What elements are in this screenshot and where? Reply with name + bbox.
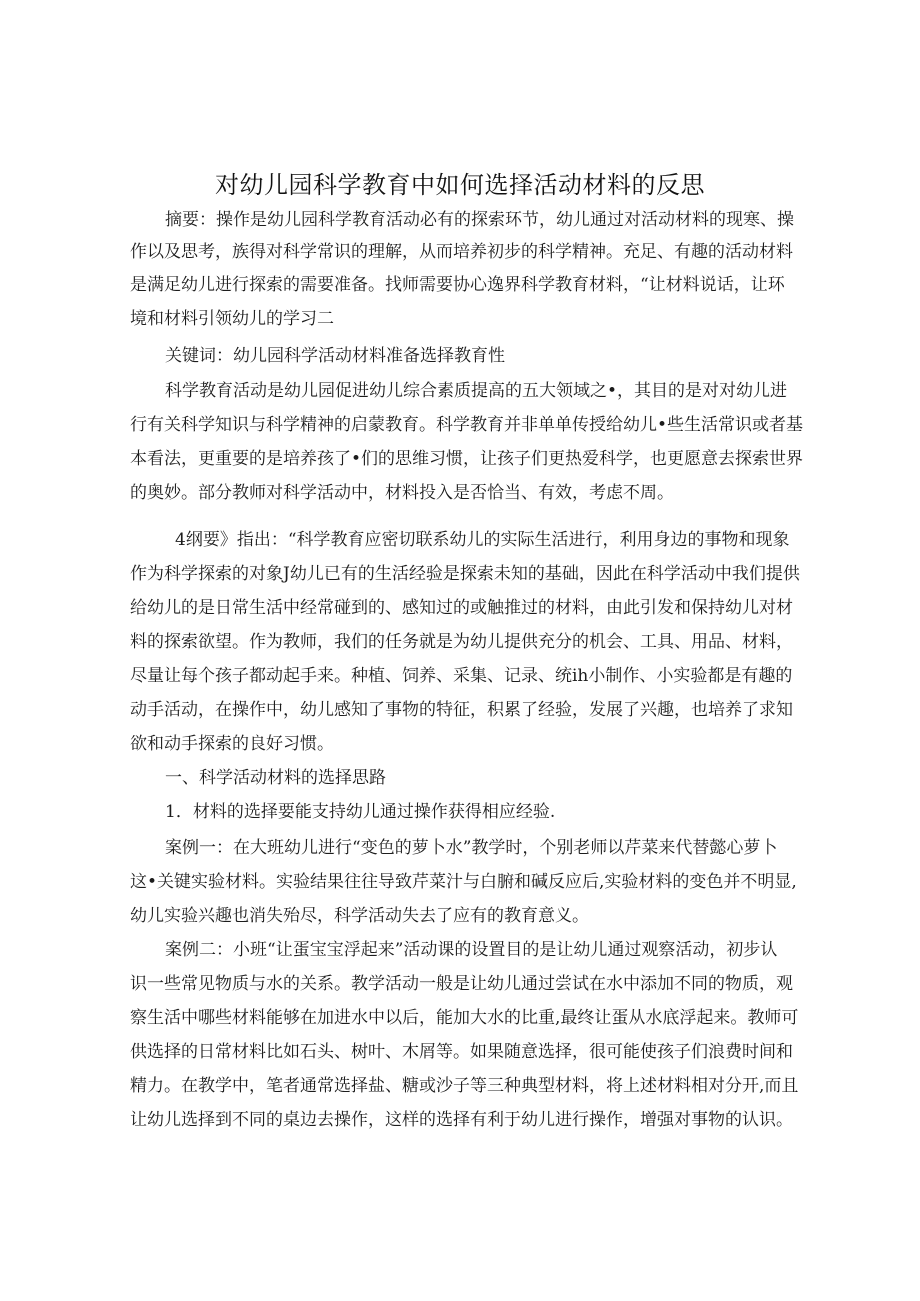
intro-line: 科学教育活动是幼儿园促进幼儿综合素质提高的五大领域之•，其目的是对对幼儿进 xyxy=(165,381,788,401)
case2-line: 识一些常见物质与水的关系。教学活动一般是让幼儿通过尝试在水中添加不同的物质，观 xyxy=(130,974,793,994)
abstract-line: 作以及思考，族得对科学常识的理解，从而培养初步的科学精神。充足、有趣的活动材料 xyxy=(130,242,793,262)
guideline-line: 给幼儿的是日常生活中经常碰到的、感知过的或触推过的材料，由此引发和保持幼儿对材 xyxy=(130,598,793,618)
case2-line: 让幼儿选择到不同的桌边去操作，这样的选择有利于幼儿进行操作，增强对事物的认识。 xyxy=(130,1110,793,1130)
case2-line: 精力。在教学中，笔者通常选择盐、糖或沙子等三种典型材料，将上述材料相对分开,而且 xyxy=(130,1076,799,1096)
guideline-line: 动手活动，在操作中，幼儿感知了事物的特征，积累了经验，发展了兴趣，也培养了求知 xyxy=(130,700,793,720)
intro-line: 的奥妙。部分教师对科学活动中，材料投入是否恰当、有效，考虑不周。 xyxy=(130,483,674,503)
section-heading: 一、科学活动材料的选择思路 xyxy=(165,768,386,788)
abstract-line: 境和材料引领幼儿的学习二 xyxy=(130,309,334,329)
abstract-line: 摘要：操作是幼儿园科学教育活动必有的探索环节，幼儿通过对活动材料的现寒、操 xyxy=(165,210,794,230)
guideline-line: 料的探索欲望。作为教师，我们的任务就是为幼儿提供充分的机会、工具、用品、材料， xyxy=(130,632,793,652)
case2-line: 案例二：小班“让蛋宝宝浮起来”活动课的设置目的是让幼儿通过观察活动，初步认 xyxy=(165,940,778,960)
guideline-line: 作为科学探索的对象J幼儿已有的生活经验是探索未知的基础，因此在科学活动中我们提供 xyxy=(130,564,800,584)
case1-line: 幼儿实验兴趣也消失殆尽，科学活动失去了应有的教育意义。 xyxy=(130,906,589,926)
guideline-line: 尽量让每个孩子都动起手来。种植、饲养、采集、记录、统ih小制作、小实验都是有趣的 xyxy=(130,666,793,686)
intro-line: 行有关科学知识与科学精神的启蒙教育。科学教育并非单单传授给幼儿•些生活常识或者基 xyxy=(130,415,804,435)
case1-line: 这•关键实验材料。实验结果往往导致芹菜汁与白腑和碱反应后,实验材料的变色并不明显, xyxy=(130,872,797,892)
document-title: 对幼儿园科学教育中如何选择活动材料的反思 xyxy=(215,171,705,199)
case2-line: 察生活中哪些材料能够在加进水中以后，能加大水的比重,最终让蛋从水底浮起来。教师可 xyxy=(130,1008,799,1028)
case1-line: 案例一：在大班幼儿进行“变色的萝卜水”教学时，个别老师以芹菜来代替懿心萝卜 xyxy=(165,838,778,858)
abstract-line: 是满足幼儿进行探索的需要准备。找师需要协心逸界科学教育材料，“让材料说话，让环 xyxy=(130,275,785,295)
subsection-heading: 1．材料的选择要能支持幼儿通过操作获得相应经验. xyxy=(165,802,556,822)
keywords-line: 关键词：幼儿园科学活动材料准备选择教育性 xyxy=(165,346,505,366)
guideline-line: 欲和动手探索的良好习惯。 xyxy=(130,734,334,754)
case2-line: 供选择的日常材料比如石头、树叶、木屑等。如果随意选择，很可能使孩子们浪费时间和 xyxy=(130,1042,793,1062)
intro-line: 本看法，更重要的是培养孩了•们的思维习惯，让孩子们更热爱科学，也更愿意去探索世界 xyxy=(130,449,804,469)
guideline-line: 4纲要》指出：“科学教育应密切联系幼儿的实际生活进行，利用身边的事物和现象 xyxy=(175,530,790,550)
